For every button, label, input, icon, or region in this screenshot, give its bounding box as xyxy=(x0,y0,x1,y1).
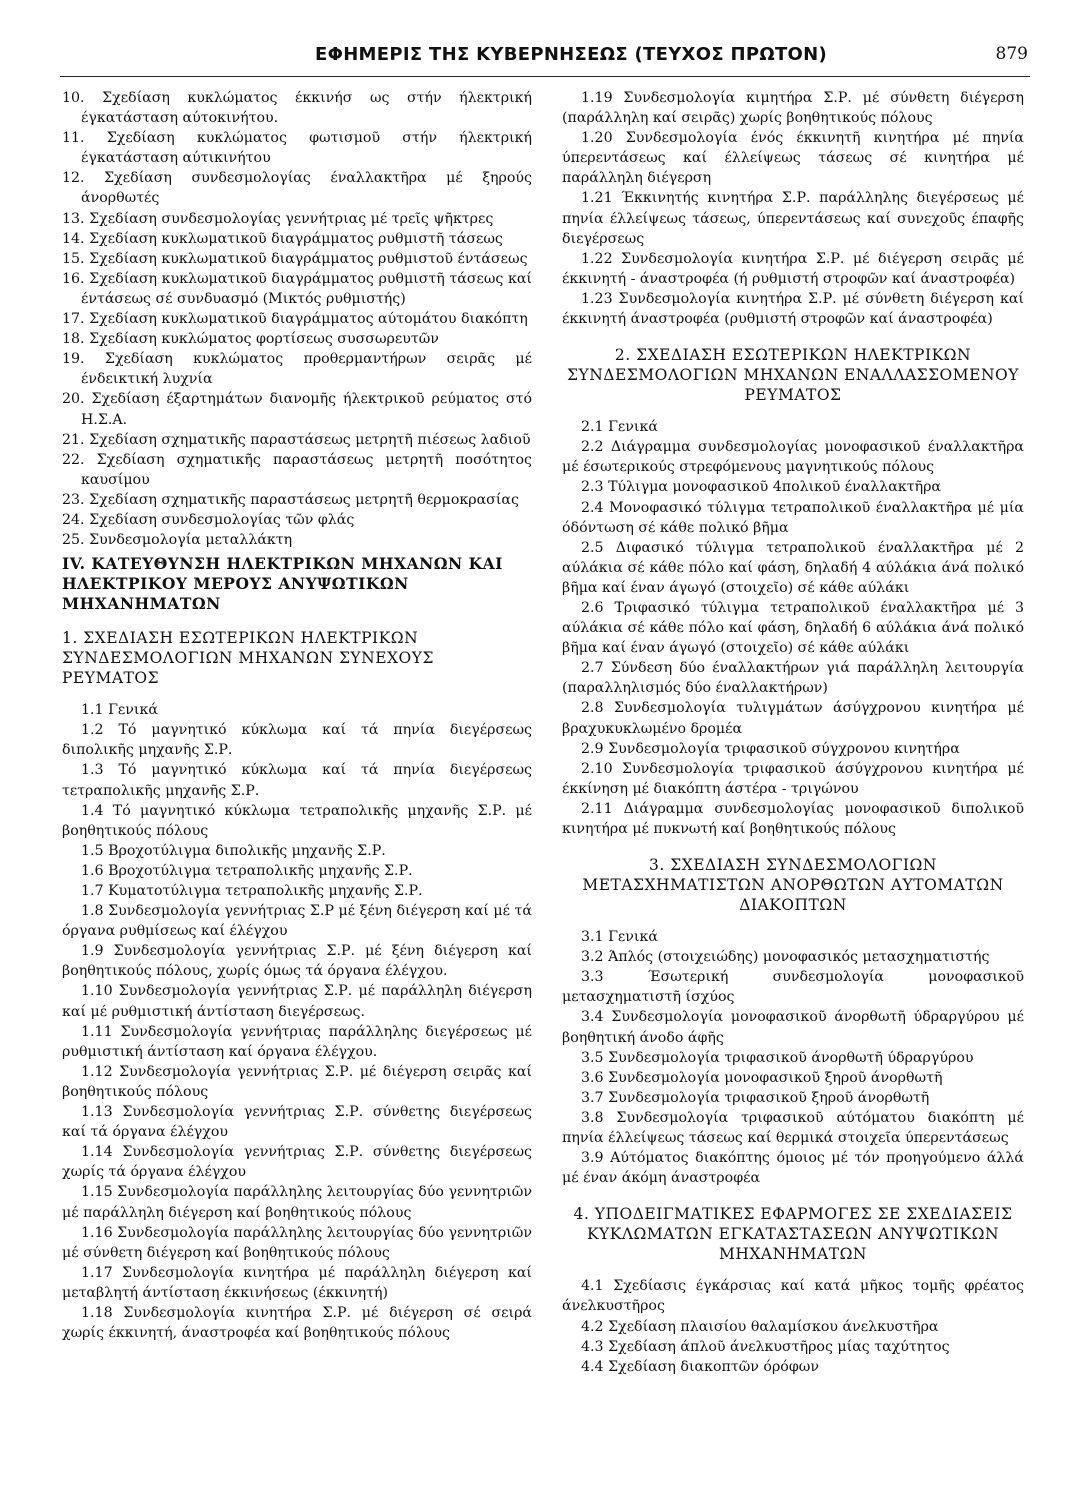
list-item: 2.11 Διάγραμμα συνδεσμολογίας μονοφασικοῦ διπολικοῦ κινητήρα μέ πυκνωτή καί βοηθητικούς πόλους xyxy=(562,800,1024,837)
list-item: 1.10 Συνδεσμολογία γεννήτριας Σ.Ρ. μέ παράλληλη διέγερση καί μέ ρυθμιστική άντίσταση διεγέρσεως. xyxy=(62,983,532,1020)
list-item: 2.3 Τύλιγμα μονοφασικοῦ 4πολικοῦ έναλλακτῆρα xyxy=(581,479,941,496)
list-item: 10. Σχεδίαση κυκλώματος έκκινήσ ως στήν ήλεκτρική έγκατάσταση αύτοκινήτου. xyxy=(62,90,532,127)
section-heading: 2. ΣΧΕΔΙΑΣΗ ΕΣΩΤΕΡΙΚΩΝ ΗΛΕΚΤΡΙΚΩΝ ΣΥΝΔΕΣΜΟΛΟΓΙΩΝ ΜΗΧΑΝΩΝ ΕΝΑΛΛΑΣΣΟΜΕΝΟΥ ΡΕΥΜΑΤΟΣ xyxy=(567,346,1019,405)
list-item: 3.1 Γενικά xyxy=(581,929,658,946)
list-item: 12. Σχεδίαση συνδεσμολογίας έναλλακτῆρα μέ ξηρούς άνορθωτές xyxy=(62,170,532,207)
gazette-title: ΕΦΗΜΕΡΙΣ ΤΗΣ ΚΥΒΕΡΝΗΣΕΩΣ (ΤΕΥΧΟΣ ΠΡΩΤΟΝ) xyxy=(315,44,828,65)
list-item: 19. Σχεδίαση κυκλώματος προθερμαντήρων σειρᾶς μέ ένδεικτική λυχνία xyxy=(62,351,532,388)
list-item: 23. Σχεδίαση σχηματικῆς παραστάσεως μετρητῆ θερμοκρασίας xyxy=(62,491,519,508)
list-item: 2.8 Συνδεσμολογία τυλιγμάτων άσύγχρονου κινητήρα μέ βραχυκυκλωμένο δρομέα xyxy=(562,700,1024,737)
list-item: 3.6 Συνδεσμολογία μονοφασικοῦ ξηροῦ άνορθωτῆ xyxy=(581,1069,943,1086)
list-item: 1.22 Συνδεσμολογία κινητήρα Σ.Ρ. μέ διέγερση σειρᾶς μέ έκκινητή - άναστροφέα (ή ρυθμιστή στροφῶν καί άναστροφέα) xyxy=(562,250,1024,287)
list-item: 1.13 Συνδεσμολογία γεννήτριας Σ.Ρ. σύνθετης διεγέρσεως καί τά όργανα έλέγχου xyxy=(62,1104,532,1141)
list-item: 1.9 Συνδεσμολογία γεννήτριας Σ.Ρ. μέ ξένη διέγερση καί βοηθητικούς πόλους, χωρίς όμως τά όργανα έλέγχου. xyxy=(62,943,532,980)
list-item: 25. Συνδεσμολογία μεταλλάκτη xyxy=(62,532,293,549)
list-item: 2.5 Διφασικό τύλιγμα τετραπολικοῦ έναλλακτῆρα μέ 2 αύλάκια σέ κάθε πόλο καί φάση, δηλαδή 4 αύλάκια άνά πολικό βῆμα καί έναν άγωγό (στοιχεῖο) σέ κάθε αύλάκι xyxy=(562,539,1024,596)
list-item: 1.3 Τό μαγνητικό κύκλωμα καί τά πηνία διεγέρσεως τετραπολικῆς μηχανῆς Σ.Ρ. xyxy=(62,762,532,799)
list-item: 13. Σχεδίαση συνδεσμολογίας γεννήτριας μέ τρεῖς ψῆκτρες xyxy=(62,210,494,227)
list-item: 3.2 Άπλός (στοιχειώδης) μονοφασικός μετασχηματιστής xyxy=(581,949,990,966)
list-item: 4.4 Σχεδίαση διακοπτῶν όρόφων xyxy=(581,1358,819,1375)
header-rule xyxy=(60,76,1030,77)
list-item: 1.16 Συνδεσμολογία παράλληλης λειτουργίας δύο γεννητριῶν μέ σύνθετη διέγερση καί βοηθητικούς πόλους xyxy=(62,1224,532,1261)
page-number: 879 xyxy=(995,44,1028,64)
left-column xyxy=(62,88,532,1343)
list-item: 2.2 Διάγραμμα συνδεσμολογίας μονοφασικοῦ έναλλακτῆρα μέ έσωτερικούς στρεφόμενους μαγνητικούς πόλους xyxy=(562,439,1024,476)
list-item: 1.17 Συνδεσμολογία κινητήρα μέ παράλληλη διέγερση καί μεταβλητή άντίσταση έκκινήσεως (έκκινητή) xyxy=(62,1264,532,1301)
list-item: 1.21 Έκκινητής κινητήρα Σ.Ρ. παράλληλης διεγέρσεως μέ πηνία έλλείψεως τάσεως, ύπερεντάσεως καί συνεχοῦς έπαφῆς διεγέρσεως xyxy=(562,190,1024,247)
list-item: 2.4 Μονοφασικό τύλιγμα τετραπολικοῦ έναλλακτῆρα μέ μία όδόντωση σέ κάθε πολικό βῆμα xyxy=(562,499,1024,536)
list-item: 3.4 Συνδεσμολογία μονοφασικοῦ άνορθωτῆ ύδραργύρου μέ βοηθητική άνοδο άφῆς xyxy=(562,1009,1024,1046)
list-item: 11. Σχεδίαση κυκλώματος φωτισμοῦ στήν ήλεκτρική έγκατάσταση αύτικινήτου xyxy=(62,130,532,167)
list-item: 1.12 Συνδεσμολογία γεννήτριας Σ.Ρ. μέ διέγερση σειρᾶς καί βοηθητικούς πόλους xyxy=(62,1063,532,1100)
section-heading: 3. ΣΧΕΔΙΑΣΗ ΣΥΝΔΕΣΜΟΛΟΓΙΩΝ ΜΕΤΑΣΧΗΜΑΤΙΣΤΩΝ ΑΝΟΡΘΩΤΩΝ ΑΥΤΟΜΑΤΩΝ ΔΙΑΚΟΠΤΩΝ xyxy=(582,856,1004,915)
list-item: 2.10 Συνδεσμολογία τριφασικοῦ άσύγχρονου κινητήρα μέ έκκίνηση μέ διακόπτη άστέρα - τριγώνου xyxy=(562,760,1024,797)
list-item: 4.1 Σχεδίασις έγκάρσιας καί κατά μῆκος τομῆς φρέατος άνελκυστῆρος xyxy=(562,1278,1024,1315)
list-item: 1.23 Συνδεσμολογία κινητήρα Σ.Ρ. μέ σύνθετη διέγερση καί έκκινητή άναστροφέα (ρυθμιστή στροφῶν καί άναστροφέα) xyxy=(562,290,1024,328)
list-item: 17. Σχεδίαση κυκλωματικοῦ διαγράμματος αύτομάτου διακόπτη xyxy=(62,311,528,328)
list-item: 1.1 Γενικά xyxy=(81,702,158,719)
list-item: 3.3 Έσωτερική συνδεσμολογία μονοφασικοῦ μετασχηματιστῆ ίσχύος xyxy=(562,969,1024,1006)
list-item: 1.11 Συνδεσμολογία γεννήτριας παράλληλης διεγέρσεως μέ ρυθμιστική άντίσταση καί όργανα έλέγχου. xyxy=(62,1023,532,1060)
list-item: 22. Σχεδίαση σχηματικῆς παραστάσεως μετρητῆ ποσότητος καυσίμου xyxy=(62,451,532,488)
list-item: 1.2 Τό μαγνητικό κύκλωμα καί τά πηνία διεγέρσεως διπολικῆς μηχανῆς Σ.Ρ. xyxy=(62,722,532,759)
list-item: 20. Σχεδίαση έξαρτημάτων διανομῆς ήλεκτρικοῦ ρεύματος στό Η.Σ.Α. xyxy=(62,391,532,428)
list-item: 2.9 Συνδεσμολογία τριφασικοῦ σύγχρονου κινητήρα xyxy=(581,740,960,757)
list-item: 18. Σχεδίαση κυκλώματος φορτίσεως συσσωρευτῶν xyxy=(62,331,439,348)
list-item: 1.20 Συνδεσμολογία ένός έκκινητῆ κινητήρα μέ πηνία ύπερεντάσεως καί έλλείψεως τάσεως σέ κινητήρα μέ παράλληλη διέγερση xyxy=(562,130,1024,187)
list-item: 1.19 Συνδεσμολογία κιμητήρα Σ.Ρ. μέ σύνθετη διέγερση (παράλληλη καί σειρᾶς) χωρίς βοηθητικούς πόλους xyxy=(562,90,1024,127)
list-item: 1.7 Κυματοτύλιγμα τετραπολικῆς μηχανῆς Σ.Ρ. xyxy=(81,883,423,899)
list-item: 14. Σχεδίαση κυκλωματικοῦ διαγράμματος ρυθμιστῆ τάσεως xyxy=(62,230,503,247)
list-item: 24. Σχεδίαση συνδεσμολογίας τῶν φλάς xyxy=(62,511,355,528)
list-item: 3.5 Συνδεσμολογία τριφασικοῦ άνορθωτῆ ύδραργύρου xyxy=(581,1049,974,1066)
list-item: 1.15 Συνδεσμολογία παράλληλης λειτουργίας δύο γεννητριῶν μέ παράλληλη διέγερση καί βοηθητικούς πόλους xyxy=(62,1184,532,1221)
list-item: 2.6 Τριφασικό τύλιγμα τετραπολικοῦ έναλλακτῆρα μέ 3 αύλάκια σέ κάθε πόλο καί φάση, δηλαδή 6 αύλάκια άνά πολικό βῆμα καί έναν άγωγό (στοιχεῖο) σέ κάθε αύλάκι xyxy=(562,599,1024,657)
section-heading: 4. ΥΠΟΔΕΙΓΜΑΤΙΚΕΣ ΕΦΑΡΜΟΓΕΣ ΣΕ ΣΧΕΔΙΑΣΕΙΣ ΚΥΚΛΩΜΑΤΩΝ ΕΓΚΑΤΑΣΤΑΣΕΩΝ ΑΝΥΨΩΤΙΚΩΝ ΜΗΧΑΝΗΜΑΤΩΝ xyxy=(573,1205,1013,1264)
list-item: 15. Σχεδίαση κυκλωματικοῦ διαγράμματος ρυθμιστοῦ έντάσεως xyxy=(62,250,528,267)
list-item: 1.14 Συνδεσμολογία γεννήτριας Σ.Ρ. σύνθετης διεγέρσεως χωρίς τά όργανα έλέγχου xyxy=(62,1144,532,1181)
list-item: 1.5 Βροχοτύλιγμα διπολικῆς μηχανῆς Σ.Ρ. xyxy=(81,842,386,859)
list-item: 4.2 Σχεδίαση πλαισίου θαλαμίσκου άνελκυστῆρα xyxy=(581,1318,939,1335)
list-item: 1.18 Συνδεσμολογία κινητήρα Σ.Ρ. μέ διέγερση σέ σειρά χωρίς έκκινητή, άναστροφέα καί βοηθητικούς πόλους xyxy=(62,1304,532,1342)
list-item: 4.3 Σχεδίαση άπλοῦ άνελκυστῆρος μίας ταχύτητος xyxy=(581,1338,950,1355)
list-item: 1.8 Συνδεσμολογία γεννήτριας Σ.Ρ μέ ξένη διέγερση καί μέ τά όργανα ρυθμίσεως καί έλέγχου xyxy=(62,903,532,940)
list-item: 1.6 Βροχοτύλιγμα τετραπολικῆς μηχανῆς Σ.Ρ. xyxy=(81,862,413,879)
list-item: 2.7 Σύνδεση δύο έναλλακτήρων γιά παράλληλη λειτουργία (παραλληλισμός δύο έναλλακτήρων) xyxy=(562,660,1024,697)
list-item: 16. Σχεδίαση κυκλωματικοῦ διαγράμματος ρυθμιστῆ τάσεως καί έντάσεως σέ συνδυασμό (Μικτός ρυθμιστής) xyxy=(62,270,532,307)
part-heading: IV. ΚΑΤΕΥΘΥΝΣΗ ΗΛΕΚΤΡΙΚΩΝ ΜΗΧΑΝΩΝ ΚΑΙ ΗΛΕΚΤΡΙΚΟΥ ΜΕΡΟΥΣ ΑΝΥΨΩΤΙΚΩΝ ΜΗΧΑΝΗΜΑΤΩΝ xyxy=(62,554,503,614)
list-item: 3.9 Αύτόματος διακόπτης όμοιος μέ τόν προηγούμενο άλλά μέ έναν άκόμη άναστροφέα xyxy=(562,1150,1024,1187)
list-item: 21. Σχεδίαση σχηματικῆς παραστάσεως μετρητῆ πιέσεως λαδιοῦ xyxy=(62,431,531,448)
list-item: 1.4 Τό μαγνητικό κύκλωμα τετραπολικῆς μηχανῆς Σ.Ρ. μέ βοηθητικούς πόλους xyxy=(62,802,532,839)
page-header xyxy=(60,34,1030,74)
list-item: 3.7 Συνδεσμολογία τριφασικοῦ ξηροῦ άνορθωτῆ xyxy=(581,1089,930,1106)
right-column xyxy=(562,88,1024,1377)
list-item: 3.8 Συνδεσμολογία τριφασικοῦ αύτόματου διακόπτη μέ πηνία έλλείψεως τάσεως καί θερμικά στοιχεῖα ύπερεντάσεως xyxy=(562,1109,1024,1147)
section-heading: 1. ΣΧΕΔΙΑΣΗ ΕΣΩΤΕΡΙΚΩΝ ΗΛΕΚΤΡΙΚΩΝ ΣΥΝΔΕΣΜΟΛΟΓΙΩΝ ΜΗΧΑΝΩΝ ΣΥΝΕΧΟΥΣ ΡΕΥΜΑΤΟΣ xyxy=(62,629,434,688)
list-item: 2.1 Γενικά xyxy=(581,419,658,436)
